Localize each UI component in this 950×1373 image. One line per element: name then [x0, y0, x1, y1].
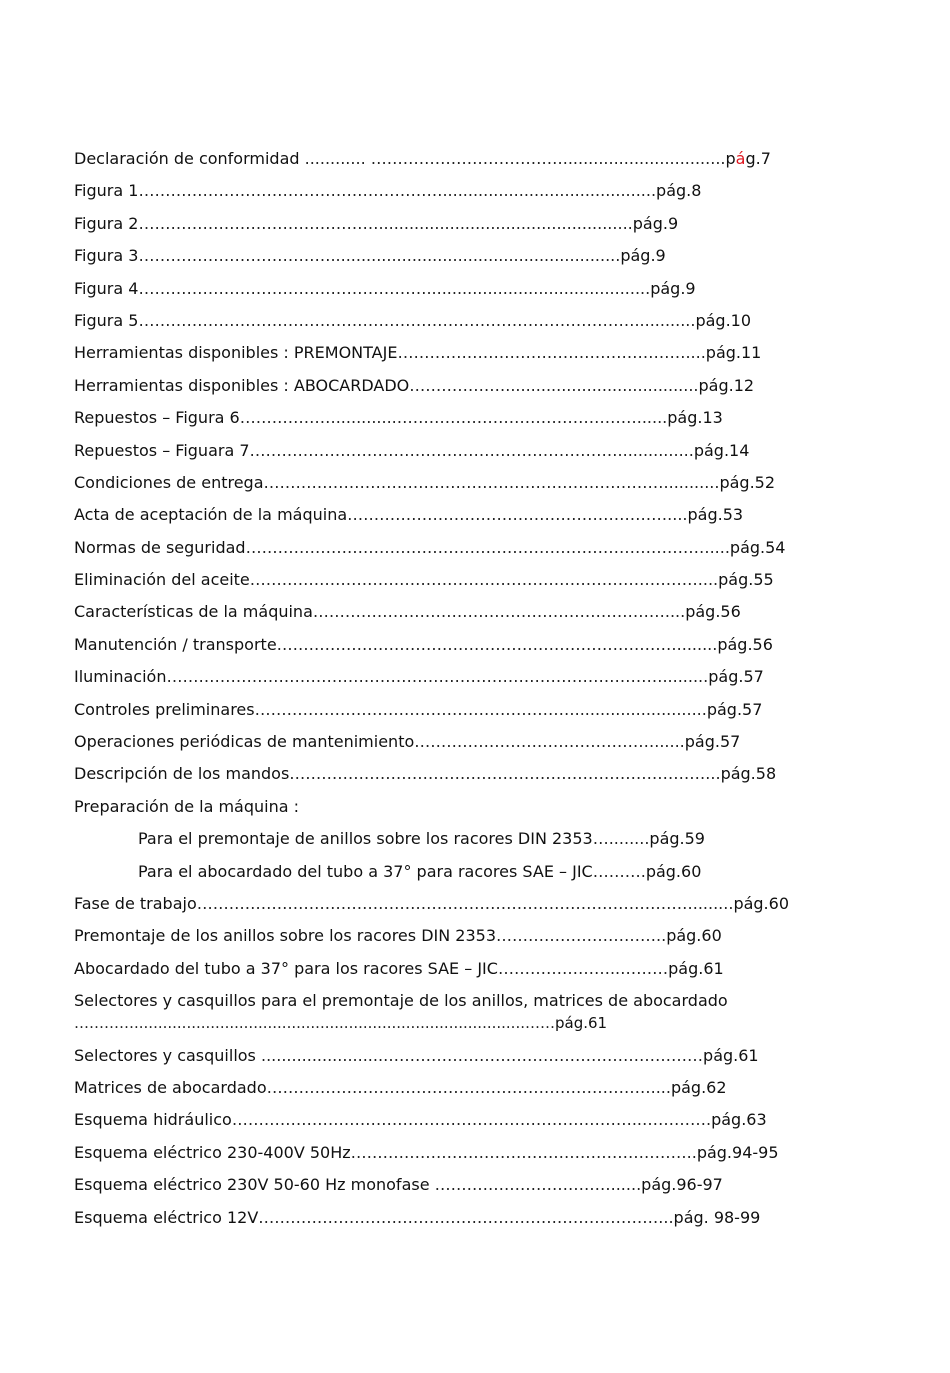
toc-label: Para el abocardado del tubo a 37° para racores SAE – JIC: [138, 861, 593, 881]
toc-label: Declaración de conformidad: [74, 149, 300, 168]
toc-entry: [74, 407, 774, 429]
toc-page-number: pág.96-97: [641, 1175, 723, 1195]
toc-dot-leader: …………………………………………………………………..………….: [231, 1110, 712, 1130]
toc-page-number: pág.9: [620, 246, 666, 266]
toc-label: Esquema eléctrico 230V 50-60 Hz monofase: [74, 1175, 430, 1195]
toc-page-prefix: p: [725, 149, 736, 168]
toc-dot-leader: ……………………………………………………..........................: [254, 699, 707, 719]
toc-label: Iluminación: [74, 667, 167, 687]
toc-dot-leader: ………………......................................: [409, 375, 699, 395]
toc-label: Características de la máquina: [74, 602, 313, 622]
toc-page-number: pág.10: [695, 310, 752, 330]
toc-page-number: pág.52: [719, 472, 776, 492]
toc-dot-leader: ……………………………………………………....: [347, 505, 688, 525]
toc-entry: [74, 278, 774, 300]
toc-entry: [74, 601, 774, 623]
toc-dot-leader: ……………………………......: [429, 1175, 642, 1195]
toc-entry: [74, 925, 774, 947]
toc-dot-leader: ……………………………………………………………………………....: [245, 537, 730, 557]
toc-page-number: pág.55: [718, 570, 774, 590]
toc-entry: [74, 1207, 774, 1229]
toc-entry: [74, 440, 774, 462]
toc-dot-leader: …………………………………………………………………………………............: [138, 310, 696, 330]
toc-page-number: pág.59: [649, 829, 705, 849]
toc-label: Figura 1: [74, 181, 139, 201]
toc-label: Selectores y casquillos para el premontaje de los anillos, matrices de abocardado: [74, 991, 728, 1011]
toc-label: Normas de seguridad: [74, 537, 246, 557]
toc-entry: [74, 342, 774, 364]
toc-entry: [74, 958, 774, 980]
toc-subentry: [74, 828, 774, 850]
toc-entry: [74, 1109, 774, 1131]
toc-page-number: pág.58: [720, 764, 777, 784]
toc-page-number: pág.56: [717, 634, 773, 654]
toc-label: Repuestos – Figura 6: [74, 408, 240, 428]
toc-dot-leader: …………..................................................................................……: [74, 1014, 555, 1033]
toc-label: Condiciones de entrega: [74, 472, 264, 492]
toc-section-heading: [74, 796, 774, 818]
toc-label: Descripción de los mandos: [74, 764, 290, 784]
toc-dot-leader: ………………………………………………………………………………….........: [166, 667, 709, 687]
toc-subentry: [74, 861, 774, 883]
toc-entry: [74, 634, 774, 656]
toc-entry: [74, 310, 774, 332]
toc-label: Esquema eléctrico 12V: [74, 1207, 259, 1227]
toc-entry: [74, 1077, 774, 1099]
toc-leader-line: [74, 1012, 774, 1034]
toc-dot-leader: …………………………………………………………………...: [258, 1207, 674, 1227]
toc-label: Fase de trabajo: [74, 893, 197, 913]
toc-page-number: pág.60: [666, 926, 722, 946]
toc-entry: [74, 569, 774, 591]
toc-label: Figura 4: [74, 278, 139, 298]
toc-label: Matrices de abocardado: [74, 1077, 267, 1097]
toc-dot-leader: ……………………………….........................................................: [138, 246, 621, 266]
toc-entry: [74, 699, 774, 721]
toc-entry: [74, 1142, 779, 1164]
toc-page-number: pág.63: [711, 1110, 767, 1130]
toc-page-number: pág.61: [703, 1045, 759, 1065]
toc-label: Acta de aceptación de la máquina: [74, 505, 348, 525]
toc-page-number: pág.61: [554, 1014, 608, 1033]
toc-dot-leader: ............ ………………………………................................: [299, 149, 726, 168]
toc-page-number: pág. 98-99: [673, 1207, 761, 1227]
toc-entry: [74, 1045, 774, 1067]
toc-label: Herramientas disponibles : PREMONTAJE: [74, 343, 398, 363]
toc-entry: [74, 763, 777, 785]
toc-label: Repuestos – Figuara 7: [74, 440, 250, 460]
toc-page-number: [725, 149, 770, 168]
toc-dot-leader: …………………………………………………………………………....: [249, 570, 719, 590]
toc-entry: [74, 666, 774, 688]
toc-dot-leader: …………………………………………………..........................................: [138, 181, 657, 201]
toc-dot-leader: …........: [592, 829, 650, 849]
toc-label: Operaciones periódicas de mantenimiento: [74, 732, 415, 752]
toc-dot-leader: ………………............………………………………………......: [239, 408, 668, 428]
toc-label: Manutención / transporte: [74, 634, 277, 654]
toc-dot-leader: …………………………………………………………………........: [276, 634, 718, 654]
toc-page-number: pág.13: [667, 408, 723, 428]
toc-page-number: pág.8: [656, 181, 702, 201]
toc-page-number: pág.60: [733, 893, 789, 913]
toc-label: Esquema hidráulico: [74, 1110, 232, 1130]
toc-page-number: pág.57: [706, 699, 763, 719]
toc-entry: [74, 731, 774, 753]
toc-entry: [74, 1174, 774, 1196]
toc-dot-leader: …………………..………: [497, 958, 669, 978]
toc-entry: [74, 375, 774, 397]
toc-page-number: pág.14: [693, 440, 750, 460]
toc-page-number: pág.57: [684, 732, 741, 752]
toc-dot-leader: ……………………………………………………………...............: [249, 440, 694, 460]
toc-entry-declaracion: [74, 148, 774, 170]
toc-page-number: pág.9: [632, 213, 679, 233]
toc-page-number: pág.9: [650, 278, 696, 298]
toc-dot-leader: …………………………………………………………………...........: [263, 472, 720, 492]
toc-label: Controles preliminares: [74, 699, 255, 719]
toc-entry: [74, 472, 774, 494]
toc-page-suffix: g.7: [745, 149, 771, 168]
toc-page-number: pág.53: [687, 505, 744, 525]
toc-page-number: pág.56: [685, 602, 741, 622]
toc-label: Esquema eléctrico 230-400V 50Hz: [74, 1142, 351, 1162]
toc-page-number: pág.11: [705, 343, 762, 363]
toc-dot-leader: ………………………………………………....: [397, 343, 706, 363]
toc-dot-leader: ……….: [592, 861, 646, 881]
toc-label: Selectores y casquillos: [74, 1045, 256, 1065]
toc-entry: [74, 180, 774, 202]
toc-dot-leader: ………………………………………………………..: [350, 1142, 697, 1162]
table-of-contents: [74, 148, 789, 1239]
toc-page-number: pág.12: [698, 375, 755, 395]
toc-entry: [74, 893, 789, 915]
toc-label: Eliminación del aceite: [74, 570, 250, 590]
toc-dot-leader: ……………………………………………………………………...: [289, 764, 721, 784]
toc-label: Premontaje de los anillos sobre los racores DIN 2353: [74, 926, 497, 946]
toc-page-number: pág.94-95: [696, 1142, 779, 1162]
toc-dot-leader: ………………………………………..................................................: [138, 213, 633, 233]
toc-dot-leader: …………………………..: [496, 926, 667, 946]
toc-label: Figura 2: [74, 213, 139, 233]
toc-dot-leader: ………………………………………………………………....: [266, 1077, 671, 1097]
toc-page-number: pág.60: [645, 861, 702, 881]
toc-entry: [74, 504, 774, 526]
toc-label: Figura 5: [74, 310, 139, 330]
toc-dot-leader: ........................……………………………………………………: [255, 1045, 704, 1065]
toc-dot-leader: ………………………………………......: [414, 732, 685, 752]
toc-entry-two-line: [74, 990, 774, 1034]
toc-label: Figura 3: [74, 246, 139, 266]
toc-entry: [74, 537, 786, 559]
toc-label: Herramientas disponibles : ABOCARDADO: [74, 375, 410, 395]
toc-label: Para el premontaje de anillos sobre los racores DIN 2353: [138, 829, 593, 849]
toc-label: Abocardado del tubo a 37° para los racores SAE – JIC: [74, 958, 498, 978]
toc-dot-leader: ………………………………………………............................................: [138, 278, 651, 298]
toc-entry: [74, 245, 774, 267]
toc-entry: [74, 213, 774, 235]
toc-label: Preparación de la máquina :: [74, 796, 300, 816]
toc-dot-leader: …………………………………………………………....: [312, 602, 686, 622]
toc-page-number: pág.57: [708, 667, 764, 687]
toc-page-number: pág.61: [668, 958, 724, 978]
toc-page-highlight: á: [735, 149, 746, 168]
toc-dot-leader: …………………………………………………………………………………........: [196, 893, 734, 913]
toc-page-number: pág.62: [670, 1077, 727, 1097]
toc-page-number: pág.54: [729, 537, 786, 557]
